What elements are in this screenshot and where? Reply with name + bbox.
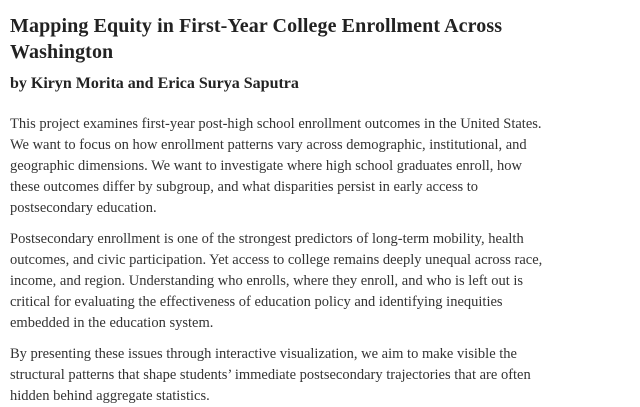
paragraph-why-it-matters: Postsecondary enrollment is one of the strongest predictors of long-term mobility, health outcomes, and civic participation. Yet access to college remains deeply unequal across race, income, and region. Understanding who enrolls, where they enroll, and who is left out is critical for evaluating the effectiveness of education policy and identifying inequities embedded in the education system.: [10, 231, 543, 331]
paragraph-visualization-goal: By presenting these issues through interactive visualization, we aim to make visible the structural patterns that shape students’ immediate postsecondary trajectories that are often hidden behind aggregate statistics.: [10, 346, 531, 404]
page-title: Mapping Equity in First-Year College Enrollment Across Washington: [10, 15, 503, 63]
byline: by Kiryn Morita and Erica Surya Saputra: [10, 75, 299, 92]
paragraph-project-overview: This project examines first-year post-high school enrollment outcomes in the United States. We want to focus on how enrollment patterns vary across demographic, institutional, and geographic dimensions. We want to investigate where high school graduates enroll, how these outcomes differ by subgroup, and what disparities persist in early access to postsecondary education.: [10, 116, 542, 216]
